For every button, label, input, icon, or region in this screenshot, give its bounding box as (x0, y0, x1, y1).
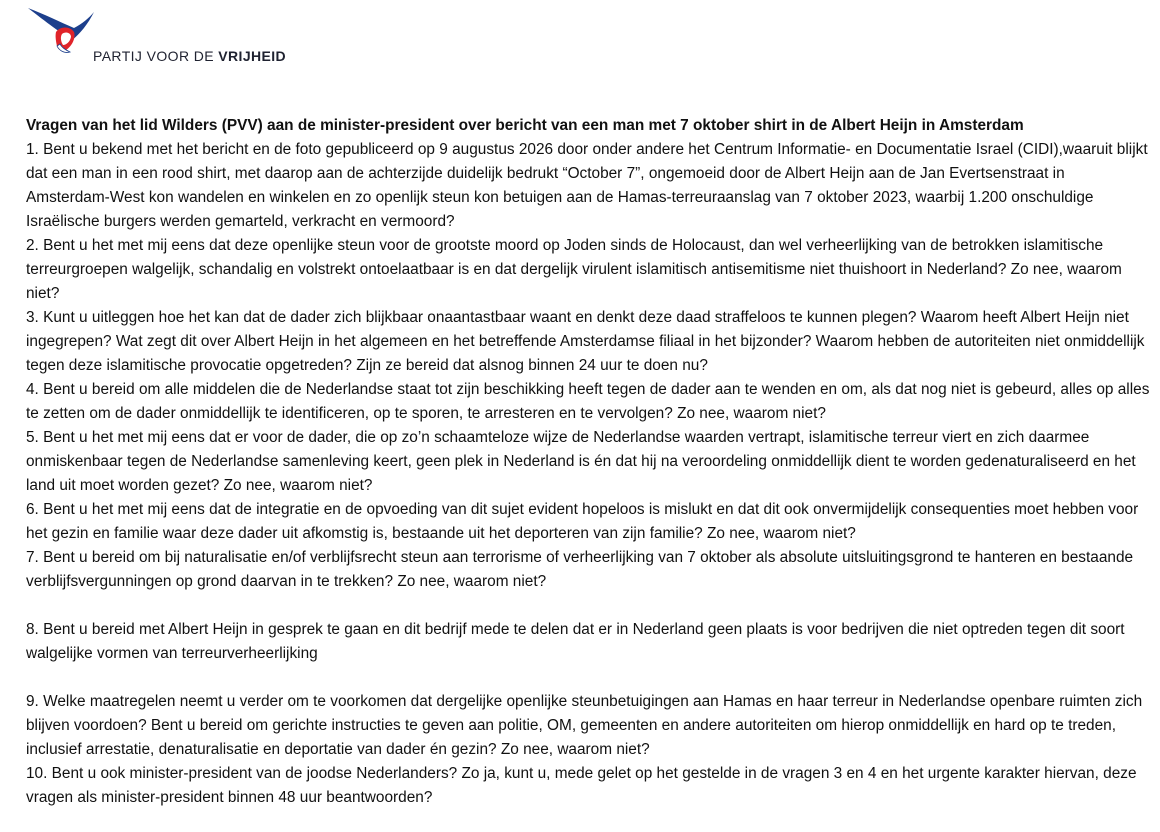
question-2: 2. Bent u het met mij eens dat deze openlijke steun voor de grootste moord op Joden sinds de Holocaust, dan wel verheerlijking van de betrokken islamitische terreurgroepen walgelijk, schandalig en volstrekt ontoelaatbaar is en dat dergelijk virulent islamitisch antisemitisme niet thuishoort in Nederland? Zo nee, waarom niet? (26, 237, 1122, 302)
question-4: 4. Bent u bereid om alle middelen die de Nederlandse staat tot zijn beschikking heeft tegen de dader aan te wenden en om, als dat nog niet is gebeurd, alles op alles te zetten om de dader onmiddellijk te identificeren, op te sporen, te arresteren en te vervolgen? Zo nee, waarom niet? (26, 381, 1150, 422)
question-3: 3. Kunt u uitleggen hoe het kan dat de dader zich blijkbaar onaantastbaar waant en denkt deze daad straffeloos te kunnen plegen? Waarom heeft Albert Heijn niet ingegrepen? Wat zegt dit over Albert Heijn in het algemeen en het betreffende Amsterdamse filiaal in het bijzonder? Waarom hebben de autoriteiten niet onmiddellijk tegen deze islamitische provocatie opgetreden? Zijn ze bereid dat alsnog binnen 24 uur te doen nu? (26, 309, 1145, 374)
document-body (26, 114, 1150, 810)
question-9: 9. Welke maatregelen neemt u verder om te voorkomen dat dergelijke openlijke steunbetuigingen aan Hamas en haar terreur in Nederlandse openbare ruimten zich blijven voordoen? Bent u bereid om gerichte instructies te geven aan politie, OM, gemeenten en andere autoriteiten om hierop onmiddellijk en hard op te treden, inclusief arrestatie, denaturalisatie en deportatie van dader én gezin? Zo nee, waarom niet? (26, 693, 1143, 758)
question-10: 10. Bent u ook minister-president van de joodse Nederlanders? Zo ja, kunt u, mede gelet op het gestelde in de vragen 3 en 4 en het urgente karakter hiervan, deze vragen als minister-president binnen 48 uur beantwoorden? (26, 765, 1137, 806)
document-title: Vragen van het lid Wilders (PVV) aan de minister-president over bericht van een man met 7 oktober shirt in de Albert Heijn in Amsterdam (26, 117, 1024, 134)
question-8: 8. Bent u bereid met Albert Heijn in gesprek te gaan en dit bedrijf mede te delen dat er in Nederland geen plaats is voor bedrijven die niet optreden tegen dit soort walgelijke vormen van terreurverheerlijking (26, 621, 1125, 662)
logo-wordmark (93, 48, 286, 64)
logo-text-light: PARTIJ VOOR DE (93, 48, 219, 64)
party-logo (26, 4, 286, 66)
bird-logo-icon (26, 4, 96, 56)
logo-text-bold: VRIJHEID (218, 48, 287, 64)
question-1: 1. Bent u bekend met het bericht en de foto gepubliceerd op 9 augustus 2026 door onder andere het Centrum Informatie- en Documentatie Israel (CIDI),waaruit blijkt dat een man in een rood shirt, met daarop aan de achterzijde duidelijk bedrukt “October 7”, ongemoeid door de Albert Heijn aan de Jan Evertsenstraat in Amsterdam-West kon wandelen en winkelen en zo openlijk steun kon betuigen aan de Hamas-terreuraanslag van 7 oktober 2023, waarbij 1.200 onschuldige Israëlische burgers werden gemarteld, verkracht en vermoord? (26, 141, 1148, 230)
question-5: 5. Bent u het met mij eens dat er voor de dader, die op zo’n schaamteloze wijze de Nederlandse waarden vertrapt, islamitische terreur viert en zich daarmee onmiskenbaar tegen de Nederlandse samenleving keert, geen plek in Nederland is én dat hij na veroordeling onmiddellijk dient te worden gedenaturaliseerd en het land uit moet worden gezet? Zo nee, waarom niet? (26, 429, 1136, 494)
question-7: 7. Bent u bereid om bij naturalisatie en/of verblijfsrecht steun aan terrorisme of verheerlijking van 7 oktober als absolute uitsluitingsgrond te hanteren en bestaande verblijfsvergunningen op grond daarvan in te trekken? Zo nee, waarom niet? (26, 549, 1134, 590)
question-6: 6. Bent u het met mij eens dat de integratie en de opvoeding van dit sujet evident hopeloos is mislukt en dat dit ook onvermijdelijk consequenties moet hebben voor het gezin en familie waar deze dader uit afkomstig is, bestaande uit het deporteren van zijn familie? Zo nee, waarom niet? (26, 501, 1139, 542)
